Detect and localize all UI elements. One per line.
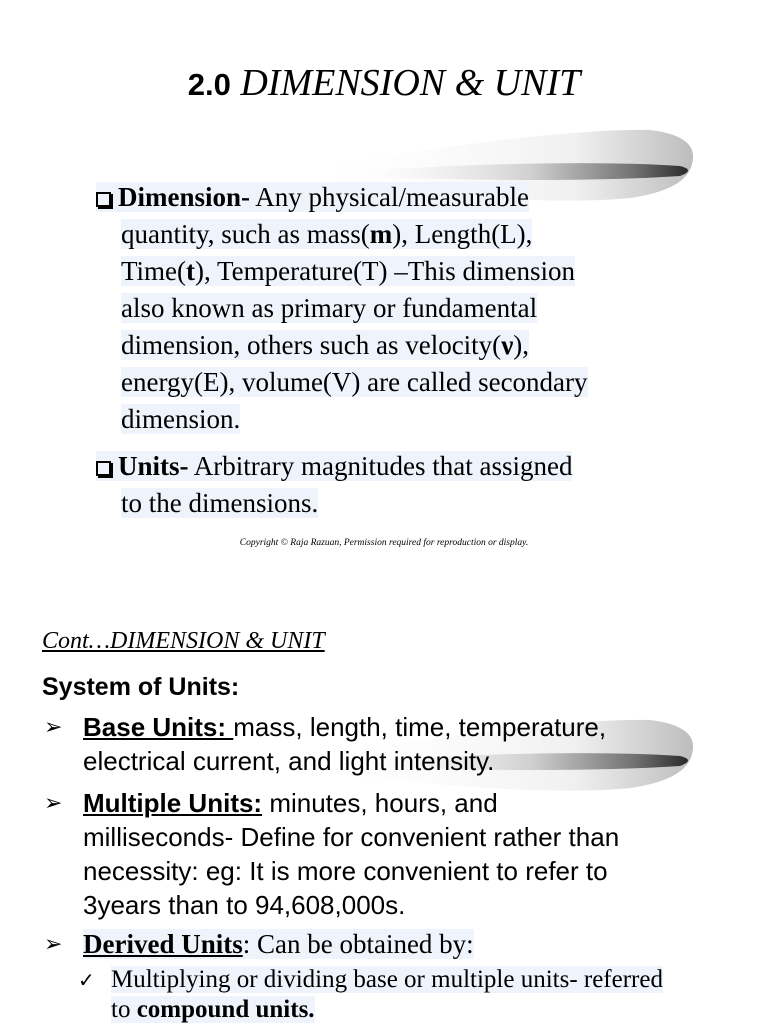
units-term: Units-	[118, 451, 189, 481]
dimension-line-2	[96, 216, 696, 253]
units-line-1: Arbitrary magnitudes that assigned	[193, 451, 573, 481]
dimension-line-1: Any physical/measurable	[255, 182, 529, 212]
dimension-line-7-text: dimension.	[121, 404, 241, 434]
continuation-title: Cont…DIMENSION & UNIT	[42, 628, 325, 654]
symbol-m: m	[369, 219, 393, 249]
compound-units-term: compound units.	[136, 996, 315, 1023]
dimension-line-5	[96, 327, 696, 364]
arrow-bullet-icon: ➢	[44, 931, 63, 956]
dimension-line-3a: Time(	[121, 256, 187, 286]
title-number: 2.0	[187, 67, 231, 102]
slide-title	[0, 60, 768, 108]
checkbox-bullet-icon	[96, 461, 111, 476]
dimension-paragraph	[96, 179, 696, 438]
dimension-line-2a: quantity, such as mass(	[121, 219, 370, 249]
units-paragraph	[96, 448, 696, 522]
derived-units-label: Derived Units	[83, 929, 243, 959]
base-units-line-1: mass, length, time, temperature,	[233, 712, 607, 742]
symbol-nu: ν	[501, 330, 514, 360]
dimension-line-2c: ), Length(L),	[392, 219, 533, 249]
dimension-line-4-text: also known as primary or fundamental	[121, 293, 538, 323]
dimension-line-5a: dimension, others such as velocity(	[121, 330, 502, 360]
dimension-line-3	[96, 253, 696, 290]
base-units-label: Base Units:	[83, 712, 234, 742]
units-line-2	[96, 485, 696, 522]
dimension-line-5c: ),	[513, 330, 530, 360]
checkbox-bullet-icon	[96, 192, 111, 207]
copyright-notice: Copyright © Raja Razuan, Permission required for reproduction or display.	[239, 538, 529, 548]
dimension-line-6	[96, 364, 696, 401]
base-units-item	[44, 710, 744, 778]
derived-units-item	[44, 927, 744, 961]
derived-subitem	[78, 965, 738, 1024]
system-of-units-heading: System of Units:	[42, 673, 240, 701]
dimension-line-4	[96, 290, 696, 327]
dimension-line-3c: ), Temperature(T) –This dimension	[195, 256, 576, 286]
arrow-bullet-icon: ➢	[44, 790, 63, 815]
multiple-units-label: Multiple Units:	[83, 788, 263, 818]
checkmark-icon: ✓	[78, 968, 95, 992]
arrow-bullet-icon: ➢	[44, 714, 63, 739]
dimension-line-6-text: energy(E), volume(V) are called secondary	[121, 367, 588, 397]
multiple-units-item	[44, 786, 744, 922]
multiple-units-line-3: necessity: eg: It is more convenient to refer to	[83, 856, 608, 886]
multiple-units-line-2: milliseconds- Define for convenient rather than	[83, 822, 620, 852]
dimension-line-7	[96, 401, 696, 438]
title-text: DIMENSION & UNIT	[240, 62, 581, 104]
multiple-units-line-4: 3years than to 94,608,000s.	[83, 890, 406, 920]
units-line-2-text: to the dimensions.	[121, 488, 319, 518]
derived-subitem-line-2a: to	[111, 996, 137, 1023]
multiple-units-line-1: minutes, hours, and	[262, 788, 498, 818]
derived-units-text: : Can be obtained by:	[242, 929, 474, 959]
slide-2	[0, 580, 768, 1024]
base-units-line-2: electrical current, and light intensity.	[83, 746, 495, 776]
derived-subitem-line-1: Multiplying or dividing base or multiple units- referred	[111, 966, 663, 993]
dimension-term: Dimension-	[118, 182, 251, 212]
symbol-t: t	[186, 256, 196, 286]
